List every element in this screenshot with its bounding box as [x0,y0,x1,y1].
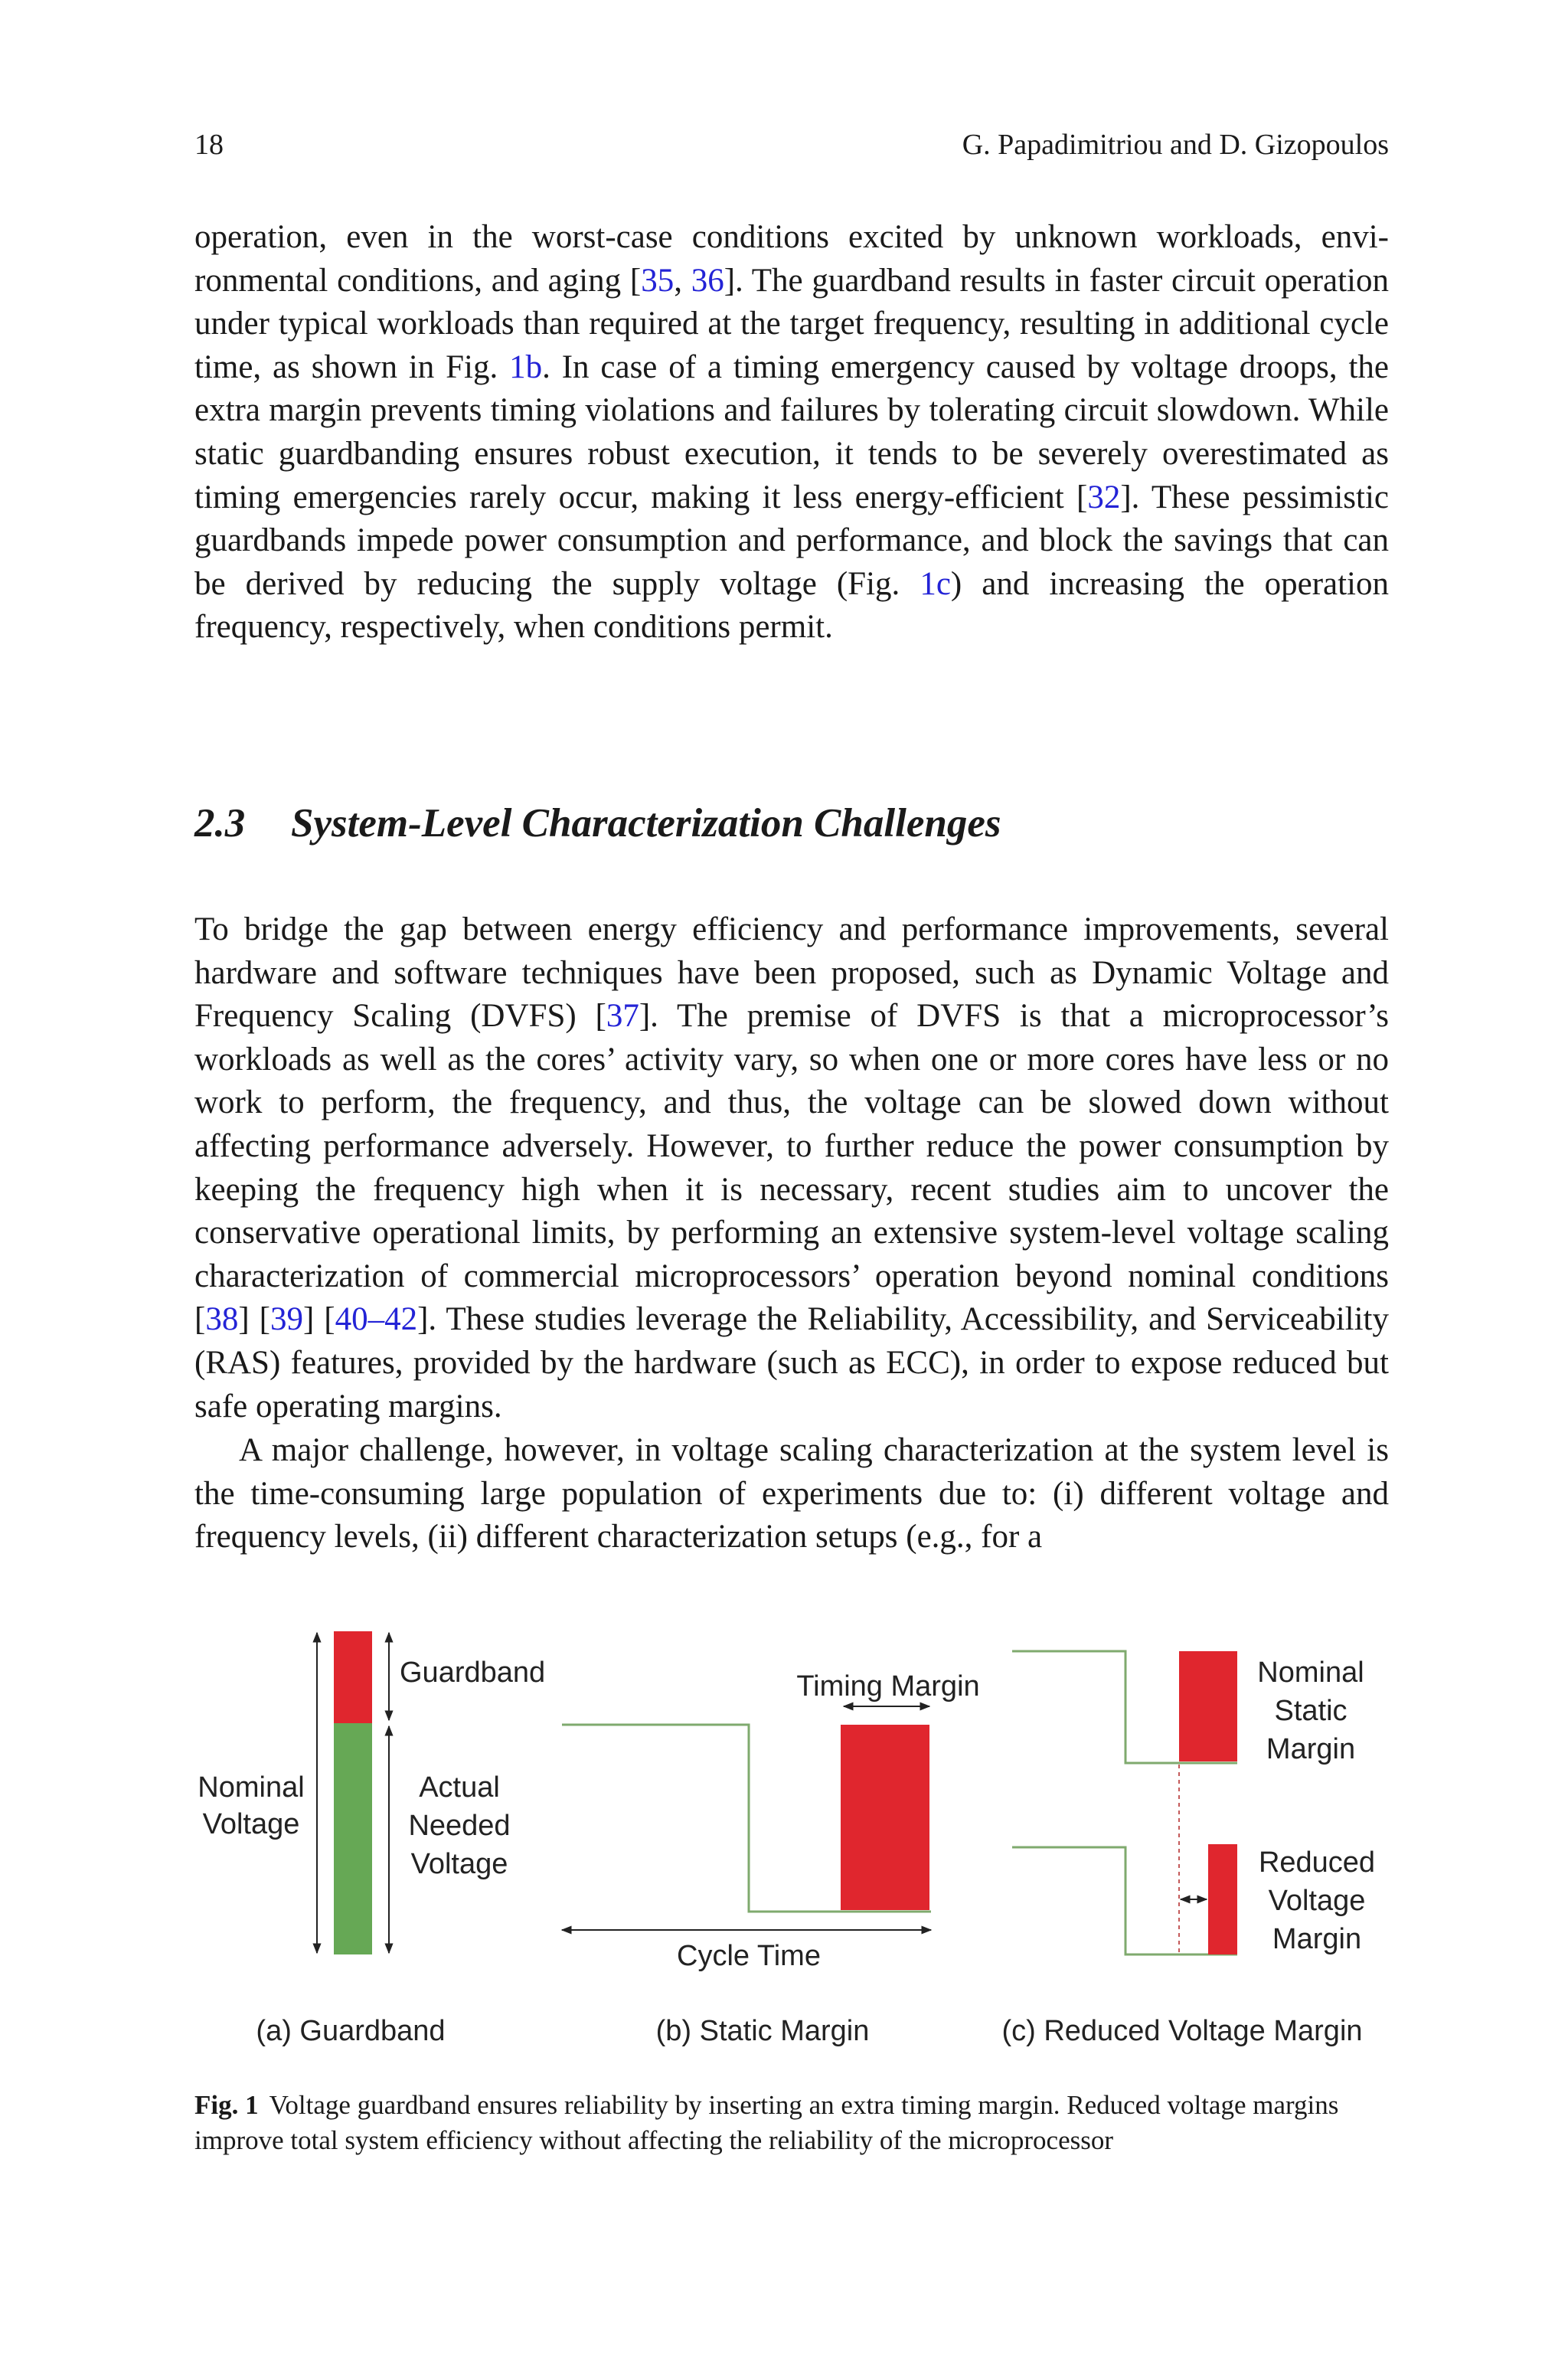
text-run: ]. The guardband results in faster circuit operation under typical workloads than required at the target frequency, resulting in additional cycle time, as shown in Fig. [194,262,1389,385]
citation-link-35[interactable]: 35 [641,262,675,299]
running-header [194,126,1389,164]
figure-link-1b[interactable]: 1b [509,348,543,385]
section-number: 2.3 [194,801,246,846]
citation-link-32[interactable]: 32 [1087,479,1121,515]
page-number: 18 [194,129,224,161]
paragraph-2 [194,908,1389,1428]
panel-b-static-margin [562,1670,980,2047]
text-run: operation, even in the worst-case conditions excited by unknown workloads, environmental conditions, and aging [ [194,219,1389,299]
citation-link-39[interactable]: 39 [270,1301,303,1338]
text-run: , [674,262,691,299]
text-run: ]. These studies leverage the Reliability, Accessibility, and Serviceability (RAS) features, provided by the hardware (such as ECC), in order to expose reduced but safe operating margins. [194,1301,1389,1425]
text-run: ) and increasing the operation frequency, respectively, when conditions permit. [194,565,1389,646]
citation-link-38[interactable]: 38 [205,1301,239,1338]
label-nominal-line1: Nominal [198,1771,305,1804]
label-reduced-line1: Reduced [1258,1846,1376,1879]
nominal-static-margin-block [1179,1651,1237,1761]
label-timing-margin: Timing Margin [796,1670,980,1703]
text-run: ]. The premise of DVFS is that a microprocessor’s workloads as well as the cores’ activity vary, so when one or more cores have less or no work to perform, the frequency, and thus, the voltage can be slowed down without affecting performance adversely. However, to further reduce the power consumption by keeping the frequency high when it is necessary, recent studies aim to uncover the conservative operational limits, by performing an extensive system-level voltage scaling characterization of commercial microprocessors’ operation beyond nominal conditions [ [194,998,1389,1338]
subcaption-a: (a) Guardband [256,2015,446,2047]
text-run: To bridge the gap between energy efficiency and performance improvements, several hardware and software techniques have been proposed, such as Dynamic Voltage and Frequency Scaling (DVFS) [ [194,911,1389,1035]
timing-margin-block [841,1725,929,1910]
citation-link-36[interactable]: 36 [691,262,724,299]
actual-voltage-bar [334,1723,372,1954]
citation-link-40-42[interactable]: 40–42 [335,1301,418,1338]
label-cycle-time: Cycle Time [677,1940,821,1972]
text-run: ] [ [238,1301,270,1338]
figure-link-1c[interactable]: 1c [920,565,951,602]
label-nominal-static-line2: Static [1274,1695,1348,1727]
guardband-bar [334,1631,372,1723]
label-actual-line1: Actual [419,1771,500,1804]
caption-text: Voltage guardband ensures reliability by inserting an extra timing margin. Reduced voltage margins improve total system efficiency without affecting the reliability of the microprocessor [194,2090,1339,2155]
label-nominal-line2: Voltage [202,1808,300,1840]
label-reduced-line2: Voltage [1268,1885,1366,1917]
citation-link-37[interactable]: 37 [606,998,639,1035]
text-run: . In case of a timing emergency caused by voltage droops, the extra margin prevents timing violations and failures by tolerating circuit slowdown. While static guardbanding ensures robust execution, it tends to be severely overestimated as timing emergencies rarely occur, making it less energy-efficient [ [194,348,1389,515]
section-title: System-Level Characterization Challenges [291,801,1001,846]
panel-a-guardband [198,1631,545,2047]
subcaption-c: (c) Reduced Voltage Margin [1001,2015,1363,2047]
panel-c-reduced-voltage-margin [1001,1651,1375,2047]
waveform-reduced [1012,1847,1237,1954]
figure-caption [194,2088,1396,2158]
figure-1 [0,1608,1568,2068]
section-heading [194,796,1389,850]
paragraph-3: A major challenge, however, in voltage scaling characterization at the system level is the time-consuming large population of experiments due to: (i) different voltage and frequency levels, (ii) different characterization setups (e.g., for a [194,1432,1389,1555]
caption-label: Fig. 1 [194,2090,259,2120]
label-actual-line3: Voltage [410,1848,508,1880]
running-authors: G. Papadimitriou and D. Gizopoulos [962,129,1389,161]
text-run: ]. These pessimistic guardbands impede power consumption and performance, and block the savings that can be derived by reducing the supply voltage (Fig. [194,479,1389,602]
label-nominal-static-line3: Margin [1266,1733,1356,1765]
subcaption-b: (b) Static Margin [655,2015,870,2047]
text-run: ] [ [302,1301,335,1338]
label-nominal-static-line1: Nominal [1257,1657,1364,1689]
reduced-voltage-margin-block [1208,1844,1237,1954]
label-actual-line2: Needed [408,1810,511,1842]
label-reduced-line3: Margin [1272,1923,1362,1955]
label-guardband: Guardband [400,1657,546,1689]
paragraph-1 [194,216,1389,649]
